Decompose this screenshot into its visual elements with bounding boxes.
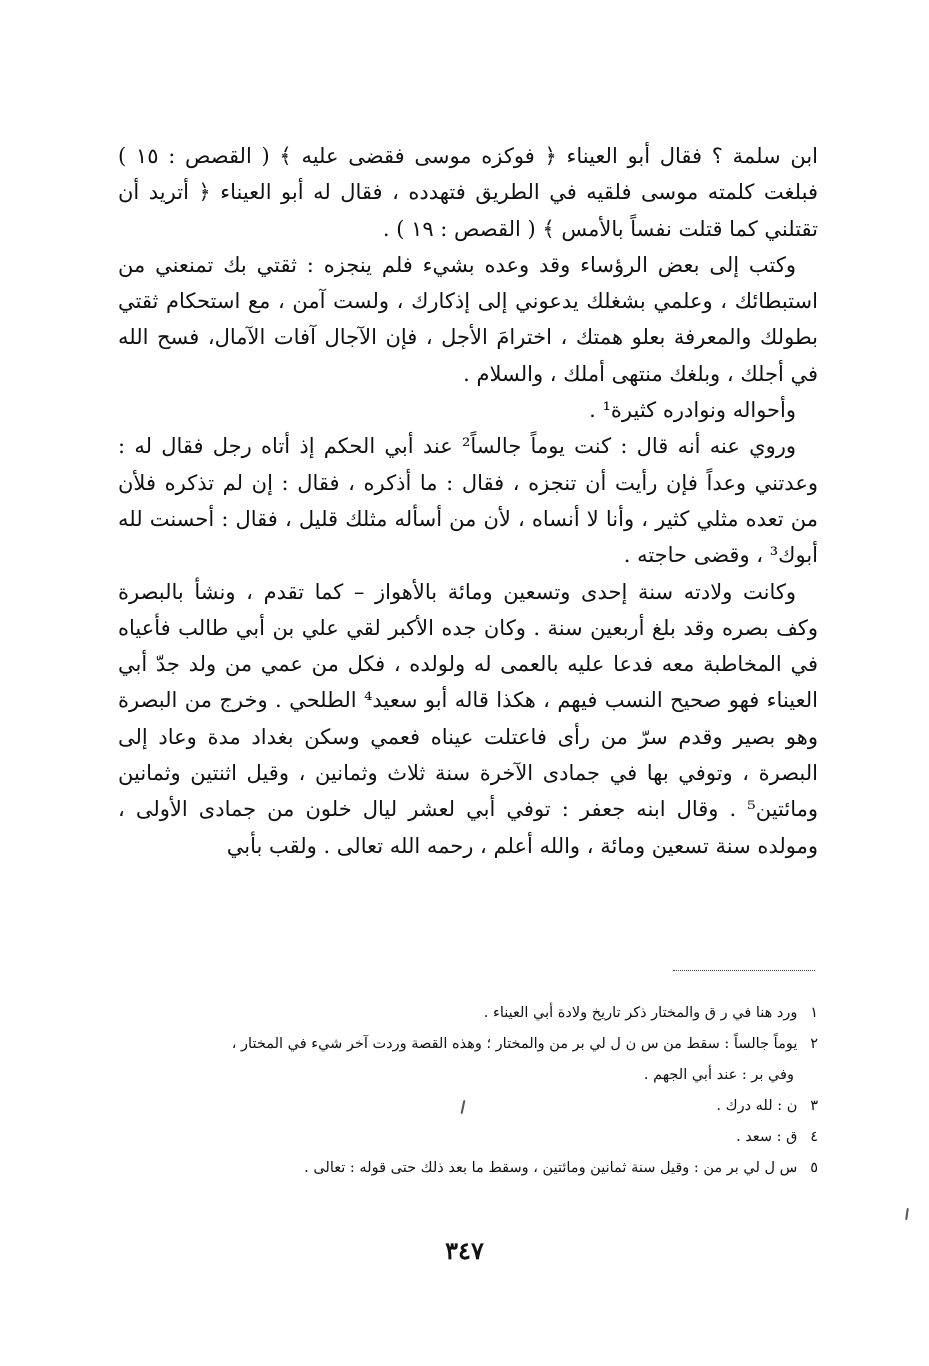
footnote-number: ٢ [810, 1036, 818, 1052]
footnote-number: ٣ [810, 1098, 818, 1114]
footnote-text: س ل لي بر من : وقيل سنة ثمانين ومائتين ، وسقط ما بعد ذلك حتى قوله : تعالى . [304, 1160, 798, 1176]
paragraph: ابن سلمة ؟ فقال أبو العيناء ﴿ فوكزه موسى فقضى عليه ﴾ ( القصص : ١٥ ) فبلغت كلمته موسى فلقيه في الطريق فتهدده ، فقال له أبو العيناء ﴿ أتريد أن تقتلني كما قتلت نفساً بالأمس ﴾ ( القصص : ١٩ ) . [118, 144, 818, 241]
footnote-number: ٤ [810, 1129, 818, 1145]
scan-speck [905, 1208, 909, 1220]
footnote [118, 1153, 818, 1184]
footnotes [118, 998, 818, 1184]
paragraph: وكانت ولادته سنة إحدى وتسعين ومائة بالأهواز – كما تقدم ، ونشأ بالبصرة وكف بصره وقد بلغ أربعين سنة . وكان جده الأكبر لقي علي بن أبي طالب فأعياه في المخاطبة معه فدعا عليه بالعمى له ولولده ، فكل من عمي من ولد جدّ أبي العيناء فهو صحيح النسب فيهم ، هكذا قاله أبو سعيد⁴ الطلحي . وخرج من البصرة وهو بصير وقدم سرّ من رأى فاعتلت عيناه فعمي وسكن بغداد مدة وعاد إلى البصرة ، وتوفي بها في جمادى الآخرة سنة ثلاث وثمانين ، وقيل اثنتين وثمانين ومائتين⁵ . وقال ابنه جعفر : توفي أبي لعشر ليال خلون من جمادى الأولى ، ومولده سنة تسعين ومائة ، والله أعلم ، رحمه الله تعالى . ولقب بأبي [118, 579, 818, 858]
footnote-number: ٥ [810, 1160, 818, 1176]
footnote-text: ن : لله درك . [716, 1098, 798, 1114]
footnote-divider [673, 970, 815, 971]
footnote [118, 1029, 818, 1060]
paragraph: وأحواله ونوادره كثيرة¹ . [589, 398, 796, 423]
footnote-text: ورد هنا في ر ق والمختار ذكر تاريخ ولادة أبي العيناء . [483, 1005, 798, 1021]
paragraph: وروي عنه أنه قال : كنت يوماً جالساً² عند أبي الحكم إذ أتاه رجل فقال له : وعدتني وعداً فإن رأيت أن تنجزه ، فقال : ما أذكره ، فقال : إن لم تذكره فلأن من تعده مثلي كثير ، وأنا لا أنساه ، لأن من أسأله مثلك قليل ، فقال : أحسنت لله أبوك³ ، وقضى حاجته . [118, 434, 818, 568]
footnote-number: ١ [810, 1005, 818, 1021]
footnote [118, 998, 818, 1029]
footnote-continuation [118, 1060, 818, 1091]
main-text [118, 138, 818, 864]
footnote-text: وفي بر : عند أبي الجهم . [643, 1067, 794, 1083]
paragraph: وكتب إلى بعض الرؤساء وقد وعده بشيء فلم ينجزه : ثقتي بك تمنعني من استبطائك ، وعلمي بشغلك يدعوني إلى إذكارك ، ولست آمن ، مع استحكام ثقتي بطولك والمعرفة بعلو همتك ، اخترامَ الأجل ، فإن الآجال آفات الآمال، فسح الله في أجلك ، وبلغك منتهى أملك ، والسلام . [118, 252, 818, 386]
page-number: ٣٤٧ [445, 1236, 484, 1265]
footnote [118, 1091, 818, 1122]
footnote-text: يوماً جالساً : سقط من س ن ل لي بر من والمختار ؛ وهذه القصة وردت آخر شيء في المختار ، [231, 1036, 798, 1052]
footnote [118, 1122, 818, 1153]
footnote-text: ق : سعد . [736, 1129, 798, 1145]
